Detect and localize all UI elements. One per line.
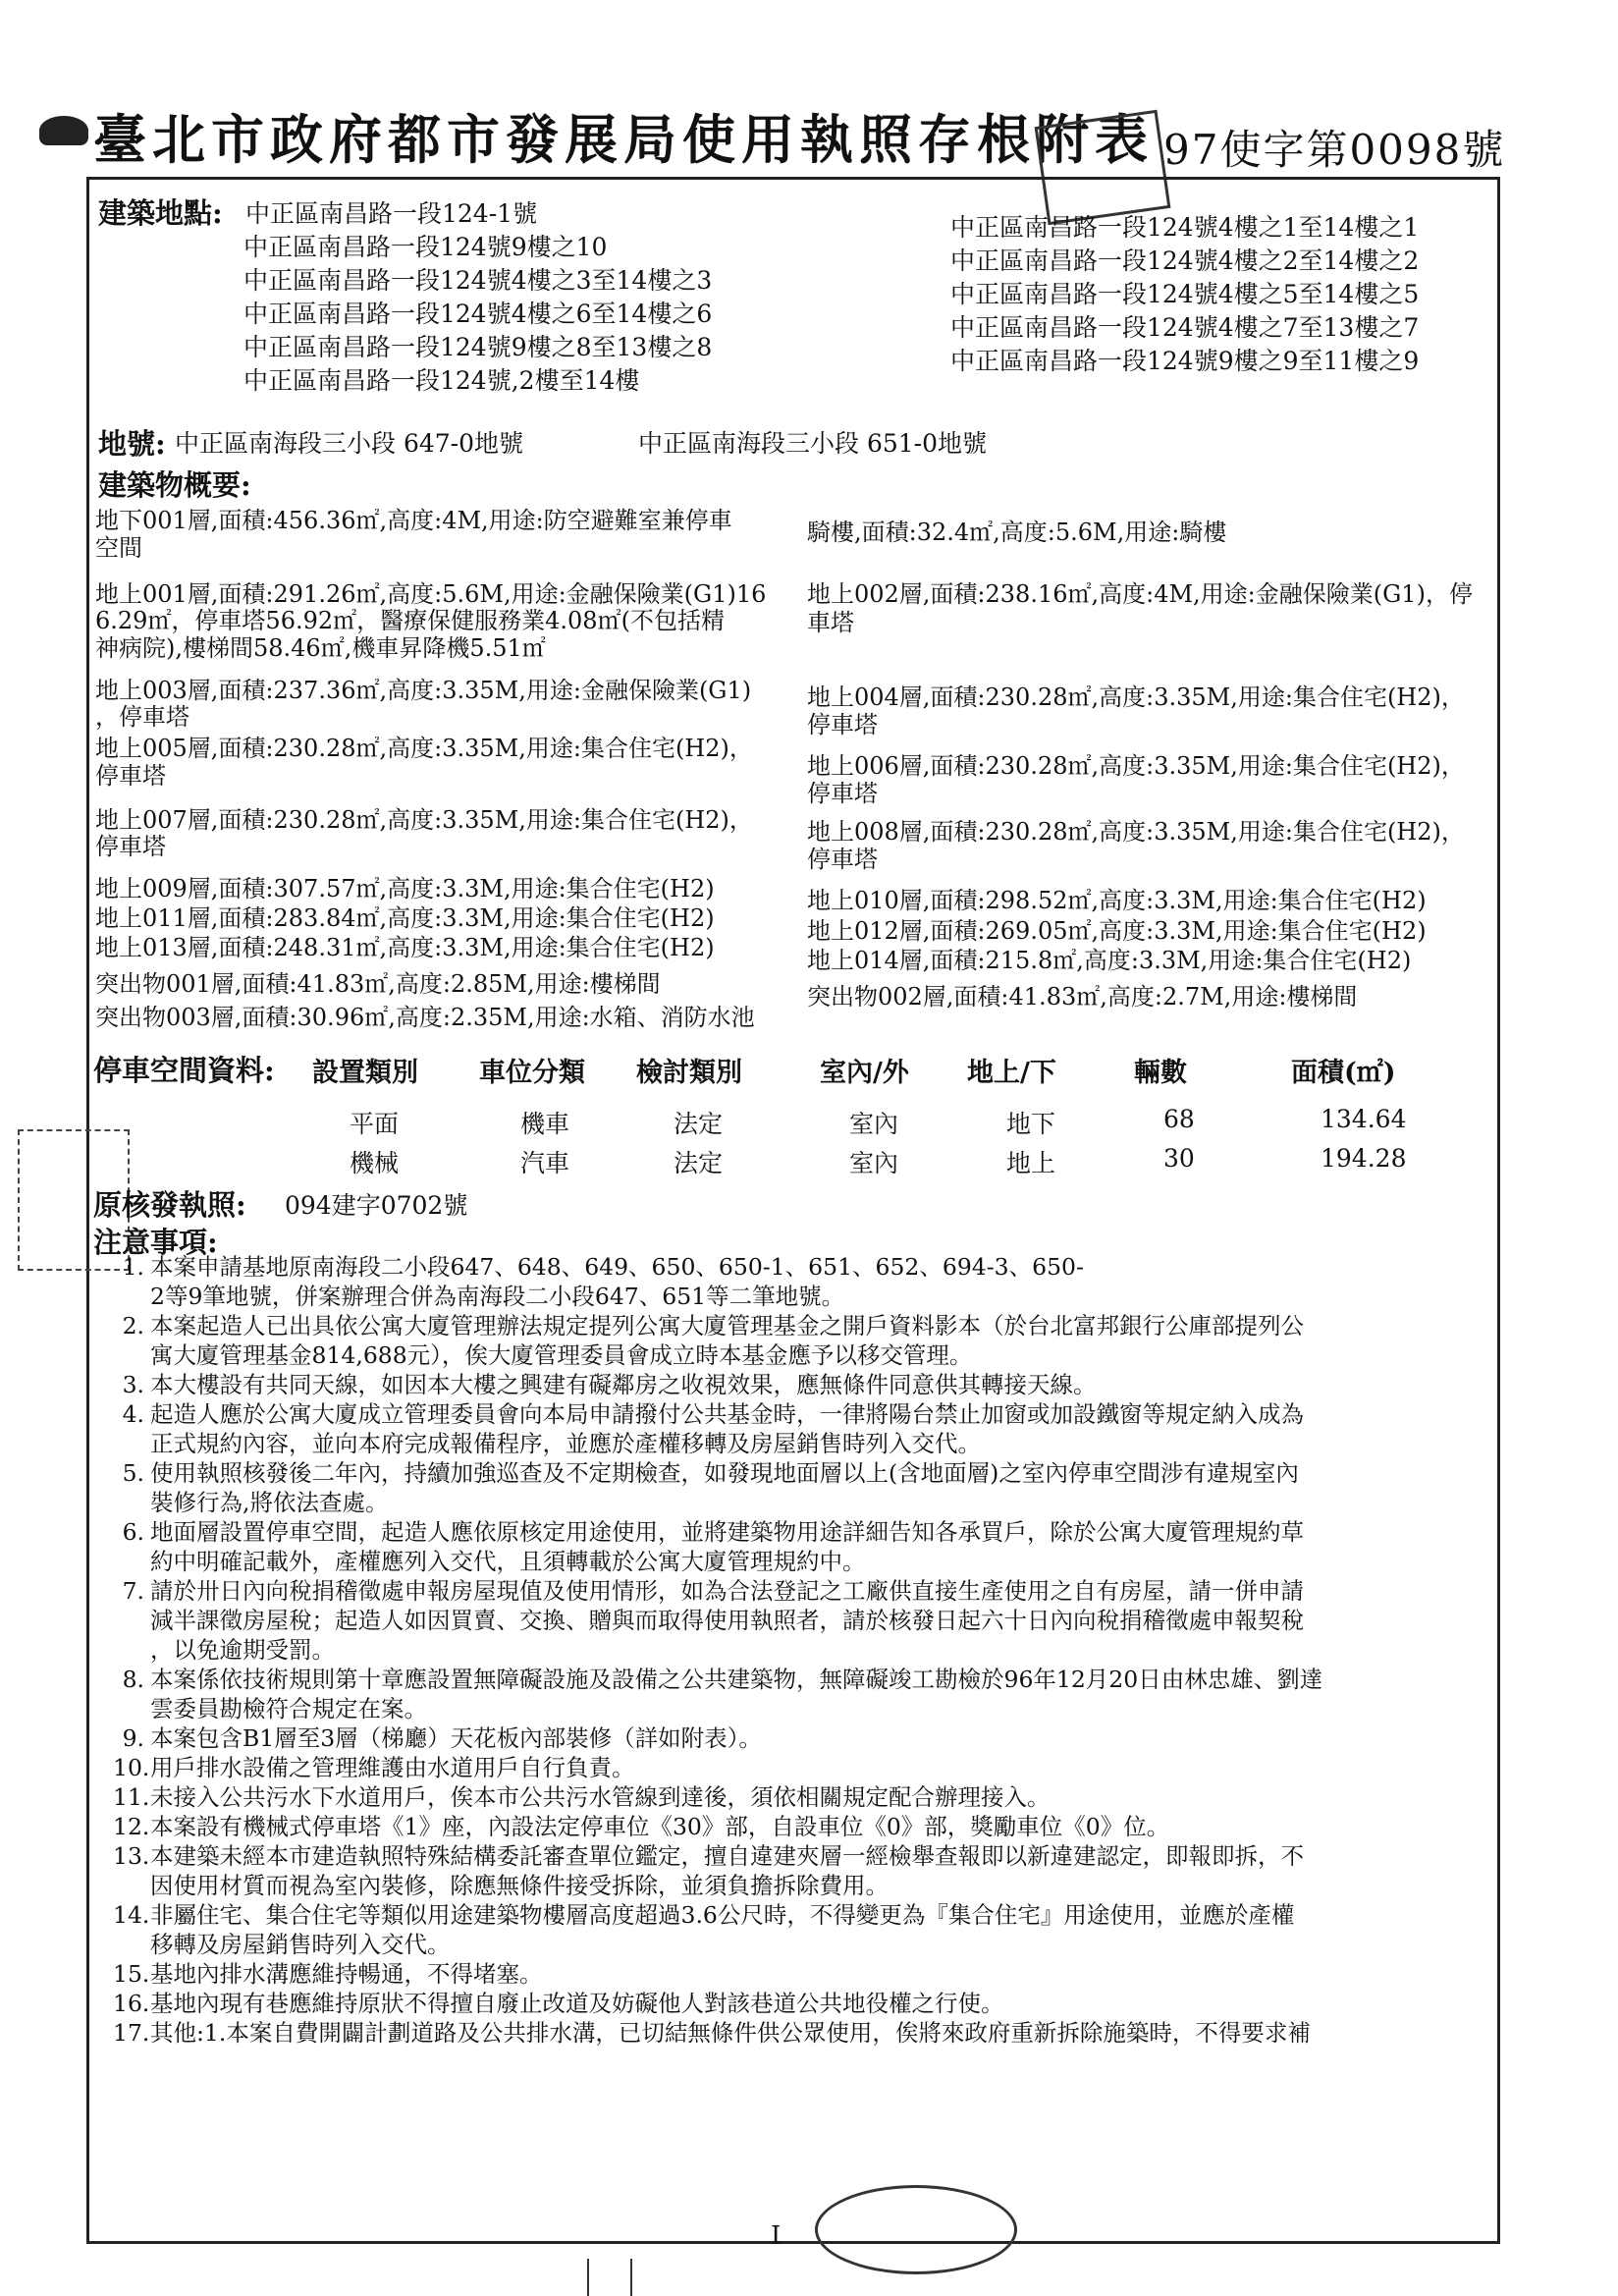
note-item — [113, 1782, 1487, 1812]
overview-line: 停車塔 — [95, 762, 166, 790]
parking-cell: 地上 — [1006, 1149, 1056, 1177]
overview-line: 地上013層,面積:248.31㎡,高度:3.3M,用途:集合住宅(H2) — [95, 934, 715, 961]
note-number: 8. — [122, 1666, 144, 1693]
note-text: 本案係依技術規則第十章應設置無障礙設施及設備之公共建築物，無障礙竣工勘檢於96年12月20日由林忠雄、劉達 — [150, 1666, 1323, 1693]
note-item — [113, 2018, 1487, 2048]
overview-line: 地上010層,面積:298.52㎡,高度:3.3M,用途:集合住宅(H2) — [807, 887, 1427, 914]
note-text: 本建築未經本市建造執照特殊結構委託審查單位鑑定，擅自違建夾層一經檢舉查報即以新違建認定，即報即拆，不 — [150, 1842, 1304, 1870]
parking-cell: 室內 — [849, 1110, 899, 1138]
parking-cell: 平面 — [350, 1110, 400, 1138]
parking-cell: 194.28 — [1321, 1144, 1407, 1173]
overview-line: 地上011層,面積:283.84㎡,高度:3.3M,用途:集合住宅(H2) — [95, 904, 715, 932]
note-item — [113, 1665, 1487, 1723]
original-permit-label: 原核發執照: — [93, 1188, 246, 1222]
overview-line: 停車塔 — [95, 833, 166, 860]
note-item — [113, 1458, 1487, 1517]
parking-header: 輛數 — [1134, 1058, 1187, 1088]
note-number: 11. — [113, 1783, 150, 1811]
address-line: 中正區南昌路一段124號4樓之2至14樓之2 — [950, 246, 1420, 275]
overview-line: 地上006層,面積:230.28㎡,高度:3.35M,用途:集合住宅(H2)， — [807, 752, 1465, 780]
note-number: 6. — [122, 1518, 144, 1546]
note-number: 3. — [122, 1371, 144, 1398]
overview-line: 騎樓,面積:32.4㎡,高度:5.6M,用途:騎樓 — [807, 519, 1227, 546]
address-line: 中正區南昌路一段124號4樓之3至14樓之3 — [243, 266, 713, 295]
note-number: 12. — [113, 1813, 150, 1840]
note-number: 14. — [113, 1901, 150, 1929]
lot-number-b: 中正區南海段三小段 651-0地號 — [638, 429, 988, 458]
corner-mark — [39, 116, 88, 145]
overview-line: 突出物001層,面積:41.83㎡,高度:2.85M,用途:樓梯間 — [95, 970, 661, 998]
address-line: 中正區南昌路一段124號9樓之8至13樓之8 — [243, 333, 713, 361]
overview-line: 突出物002層,面積:41.83㎡,高度:2.7M,用途:樓梯間 — [807, 983, 1358, 1011]
address-line: 中正區南昌路一段124號,2樓至14樓 — [243, 366, 640, 395]
bottom-tick — [587, 2259, 589, 2296]
document-number: 97使字第0098號 — [1163, 126, 1506, 174]
parking-header: 面積(㎡) — [1291, 1058, 1396, 1088]
note-item — [113, 1399, 1487, 1458]
note-text: 裝修行為,將依法查處。 — [150, 1489, 389, 1516]
overview-line: 空間 — [95, 534, 142, 562]
page-title: 臺北市政府都市發展局使用執照存根附表 — [93, 108, 1154, 171]
parking-header: 車位分類 — [479, 1058, 585, 1088]
note-number: 5. — [122, 1459, 144, 1487]
parking-cell: 機車 — [520, 1110, 570, 1138]
note-text: 用戶排水設備之管理維護由水道用戶自行負責。 — [150, 1754, 635, 1781]
note-text: 寓大廈管理基金814,688元），俟大廈管理委員會成立時本基金應予以移交管理。 — [150, 1341, 973, 1369]
original-permit-value: 094建字0702號 — [285, 1191, 468, 1220]
seal — [815, 2185, 1017, 2274]
note-item — [113, 1576, 1487, 1665]
note-item — [113, 1517, 1487, 1576]
overview-line: 突出物003層,面積:30.96㎡,高度:2.35M,用途:水箱、消防水池 — [95, 1004, 755, 1031]
note-item — [113, 1311, 1487, 1370]
address-line: 中正區南昌路一段124號4樓之6至14樓之6 — [243, 300, 713, 328]
overview-label: 建築物概要: — [98, 468, 251, 502]
note-item — [113, 1989, 1487, 2018]
note-item — [113, 1723, 1487, 1753]
note-text: 雲委員勘檢符合規定在案。 — [150, 1695, 427, 1722]
page-mark: I — [771, 2221, 782, 2251]
overview-line: 地上008層,面積:230.28㎡,高度:3.35M,用途:集合住宅(H2)， — [807, 818, 1465, 846]
bottom-tick — [630, 2259, 632, 2296]
note-text: 地面層設置停車空間，起造人應依原核定用途使用，並將建築物用途詳細告知各承買戶，除於公寓大廈管理規約草 — [150, 1518, 1304, 1546]
note-text: 本案申請基地原南海段二小段647、648、649、650、650-1、651、652、694-3、650- — [150, 1253, 1084, 1281]
note-item — [113, 1370, 1487, 1399]
note-number: 7. — [122, 1577, 144, 1605]
note-text: 減半課徵房屋稅；起造人如因買賣、交換、贈與而取得使用執照者，請於核發日起六十日內向稅捐稽徵處申報契稅 — [150, 1607, 1304, 1634]
note-text: ，以免逾期受罰。 — [150, 1636, 335, 1664]
lot-label: 地號: — [98, 427, 166, 461]
overview-line: 地上003層,面積:237.36㎡,高度:3.35M,用途:金融保險業(G1) — [95, 677, 752, 704]
address-line: 中正區南昌路一段124號4樓之7至13樓之7 — [950, 313, 1420, 342]
note-text: 正式規約內容，並向本府完成報備程序，並應於產權移轉及房屋銷售時列入交代。 — [150, 1430, 981, 1457]
overview-line: 神病院),樓梯間58.46㎡,機車昇降機5.51㎡ — [95, 634, 546, 662]
overview-line: 停車塔 — [807, 711, 878, 738]
overview-line: 地上005層,面積:230.28㎡,高度:3.35M,用途:集合住宅(H2)， — [95, 735, 753, 762]
note-text: 起造人應於公寓大廈成立管理委員會向本局申請撥付公共基金時，一律將陽台禁止加窗或加設鐵窗等規定納入成為 — [150, 1400, 1304, 1428]
notes-list — [113, 1252, 1487, 2048]
parking-cell: 地下 — [1006, 1110, 1056, 1138]
note-text: 非屬住宅、集合住宅等類似用途建築物樓層高度超過3.6公尺時，不得變更為『集合住宅』用途使用，並應於產權 — [150, 1901, 1295, 1929]
overview-line: 地上002層,面積:238.16㎡,高度:4M,用途:金融保險業(G1)，停 — [807, 580, 1473, 608]
note-text: 本案起造人已出具依公寓大廈管理辦法規定提列公寓大廈管理基金之開戶資料影本（於台北富邦銀行公庫部提列公 — [150, 1312, 1304, 1339]
overview-line: 停車塔 — [807, 846, 878, 873]
note-number: 13. — [113, 1842, 150, 1870]
address-line: 中正區南昌路一段124號4樓之1至14樓之1 — [950, 213, 1420, 242]
note-text: 基地內現有巷應維持原狀不得擅自廢止改道及妨礙他人對該巷道公共地役權之行使。 — [150, 1990, 1004, 2017]
note-item — [113, 1959, 1487, 1989]
note-text: 2等9筆地號，併案辦理合併為南海段二小段647、651等二筆地號。 — [150, 1283, 845, 1310]
address-line: 中正區南昌路一段124號9樓之9至11樓之9 — [950, 347, 1420, 375]
note-item — [113, 1900, 1487, 1959]
overview-line: 地上001層,面積:291.26㎡,高度:5.6M,用途:金融保險業(G1)16 — [95, 580, 767, 608]
address-label: 建築地點: — [98, 196, 223, 230]
note-number: 2. — [122, 1312, 144, 1339]
parking-cell: 30 — [1163, 1144, 1195, 1173]
parking-cell: 室內 — [849, 1149, 899, 1177]
parking-header: 地上/下 — [967, 1058, 1056, 1088]
notes-label: 注意事項: — [93, 1226, 218, 1259]
parking-header: 檢討類別 — [636, 1058, 742, 1088]
note-text: 約中明確記載外，產權應列入交代，且須轉載於公寓大廈管理規約中。 — [150, 1548, 866, 1575]
address-line: 中正區南昌路一段124號9樓之10 — [243, 233, 608, 261]
note-text: 本大樓設有共同天線，如因本大樓之興建有礙鄰房之收視效果，應無條件同意供其轉接天線。 — [150, 1371, 1097, 1398]
parking-header: 設置類別 — [312, 1058, 418, 1088]
note-number: 10. — [113, 1754, 150, 1781]
overview-line: 地上007層,面積:230.28㎡,高度:3.35M,用途:集合住宅(H2)， — [95, 806, 753, 834]
overview-line: 地上009層,面積:307.57㎡,高度:3.3M,用途:集合住宅(H2) — [95, 875, 715, 902]
parking-cell: 機械 — [350, 1149, 400, 1177]
parking-label: 停車空間資料: — [93, 1054, 275, 1087]
parking-cell: 法定 — [674, 1110, 724, 1138]
note-text: 基地內排水溝應維持暢通，不得堵塞。 — [150, 1960, 543, 1988]
note-item — [113, 1753, 1487, 1782]
overview-line: 停車塔 — [807, 780, 878, 807]
note-item — [113, 1252, 1487, 1311]
note-number: 17. — [113, 2019, 150, 2047]
note-text: 移轉及房屋銷售時列入交代。 — [150, 1931, 451, 1958]
note-item — [113, 1841, 1487, 1900]
parking-header: 室內/外 — [820, 1058, 909, 1088]
overview-line: 地上004層,面積:230.28㎡,高度:3.35M,用途:集合住宅(H2)， — [807, 683, 1465, 711]
note-text: 未接入公共污水下水道用戶，俟本市公共污水管線到達後，須依相關規定配合辦理接入。 — [150, 1783, 1051, 1811]
note-text: 使用執照核發後二年內，持續加強巡查及不定期檢查，如發現地面層以上(含地面層)之室內停車空間涉有違規室內 — [150, 1459, 1299, 1487]
overview-line: 地下001層,面積:456.36㎡,高度:4M,用途:防空避難室兼停車 — [95, 507, 732, 534]
overview-line: 6.29㎡，停車塔56.92㎡，醫療保健服務業4.08㎡(不包括精 — [95, 607, 725, 634]
overview-line: 地上012層,面積:269.05㎡,高度:3.3M,用途:集合住宅(H2) — [807, 917, 1427, 945]
note-number: 9. — [122, 1724, 144, 1752]
lot-number-a: 中正區南海段三小段 647-0地號 — [175, 429, 524, 458]
overview-line: 地上014層,面積:215.8㎡,高度:3.3M,用途:集合住宅(H2) — [807, 947, 1412, 974]
note-text: 請於卅日內向稅捐稽徵處申報房屋現值及使用情形，如為合法登記之工廠供直接生產使用之自有房屋，請一併申請 — [150, 1577, 1304, 1605]
note-number: 15. — [113, 1960, 150, 1988]
note-number: 4. — [122, 1400, 144, 1428]
parking-cell: 68 — [1163, 1105, 1195, 1133]
parking-cell: 法定 — [674, 1149, 724, 1177]
note-text: 其他:1.本案自費開闢計劃道路及公共排水溝，已切結無條件供公眾使用，俟將來政府重新拆除施築時，不得要求補 — [150, 2019, 1311, 2047]
note-text: 因使用材質而視為室內裝修，除應無條件接受拆除，並須負擔拆除費用。 — [150, 1872, 889, 1899]
note-number: 16. — [113, 1990, 150, 2017]
note-item — [113, 1812, 1487, 1841]
overview-line: 車塔 — [807, 609, 854, 636]
note-text: 本案包含B1層至3層（梯廳）天花板內部裝修（詳如附表）。 — [150, 1724, 762, 1752]
parking-cell: 汽車 — [520, 1149, 570, 1177]
note-number: 1. — [122, 1253, 144, 1281]
address-line: 中正區南昌路一段124號4樓之5至14樓之5 — [950, 280, 1420, 308]
note-text: 本案設有機械式停車塔《1》座，內設法定停車位《30》部，自設車位《0》部，獎勵車位《0》位。 — [150, 1813, 1170, 1840]
parking-cell: 134.64 — [1321, 1105, 1407, 1133]
address-line: 中正區南昌路一段124-1號 — [245, 199, 538, 228]
overview-line: ，停車塔 — [95, 703, 189, 731]
